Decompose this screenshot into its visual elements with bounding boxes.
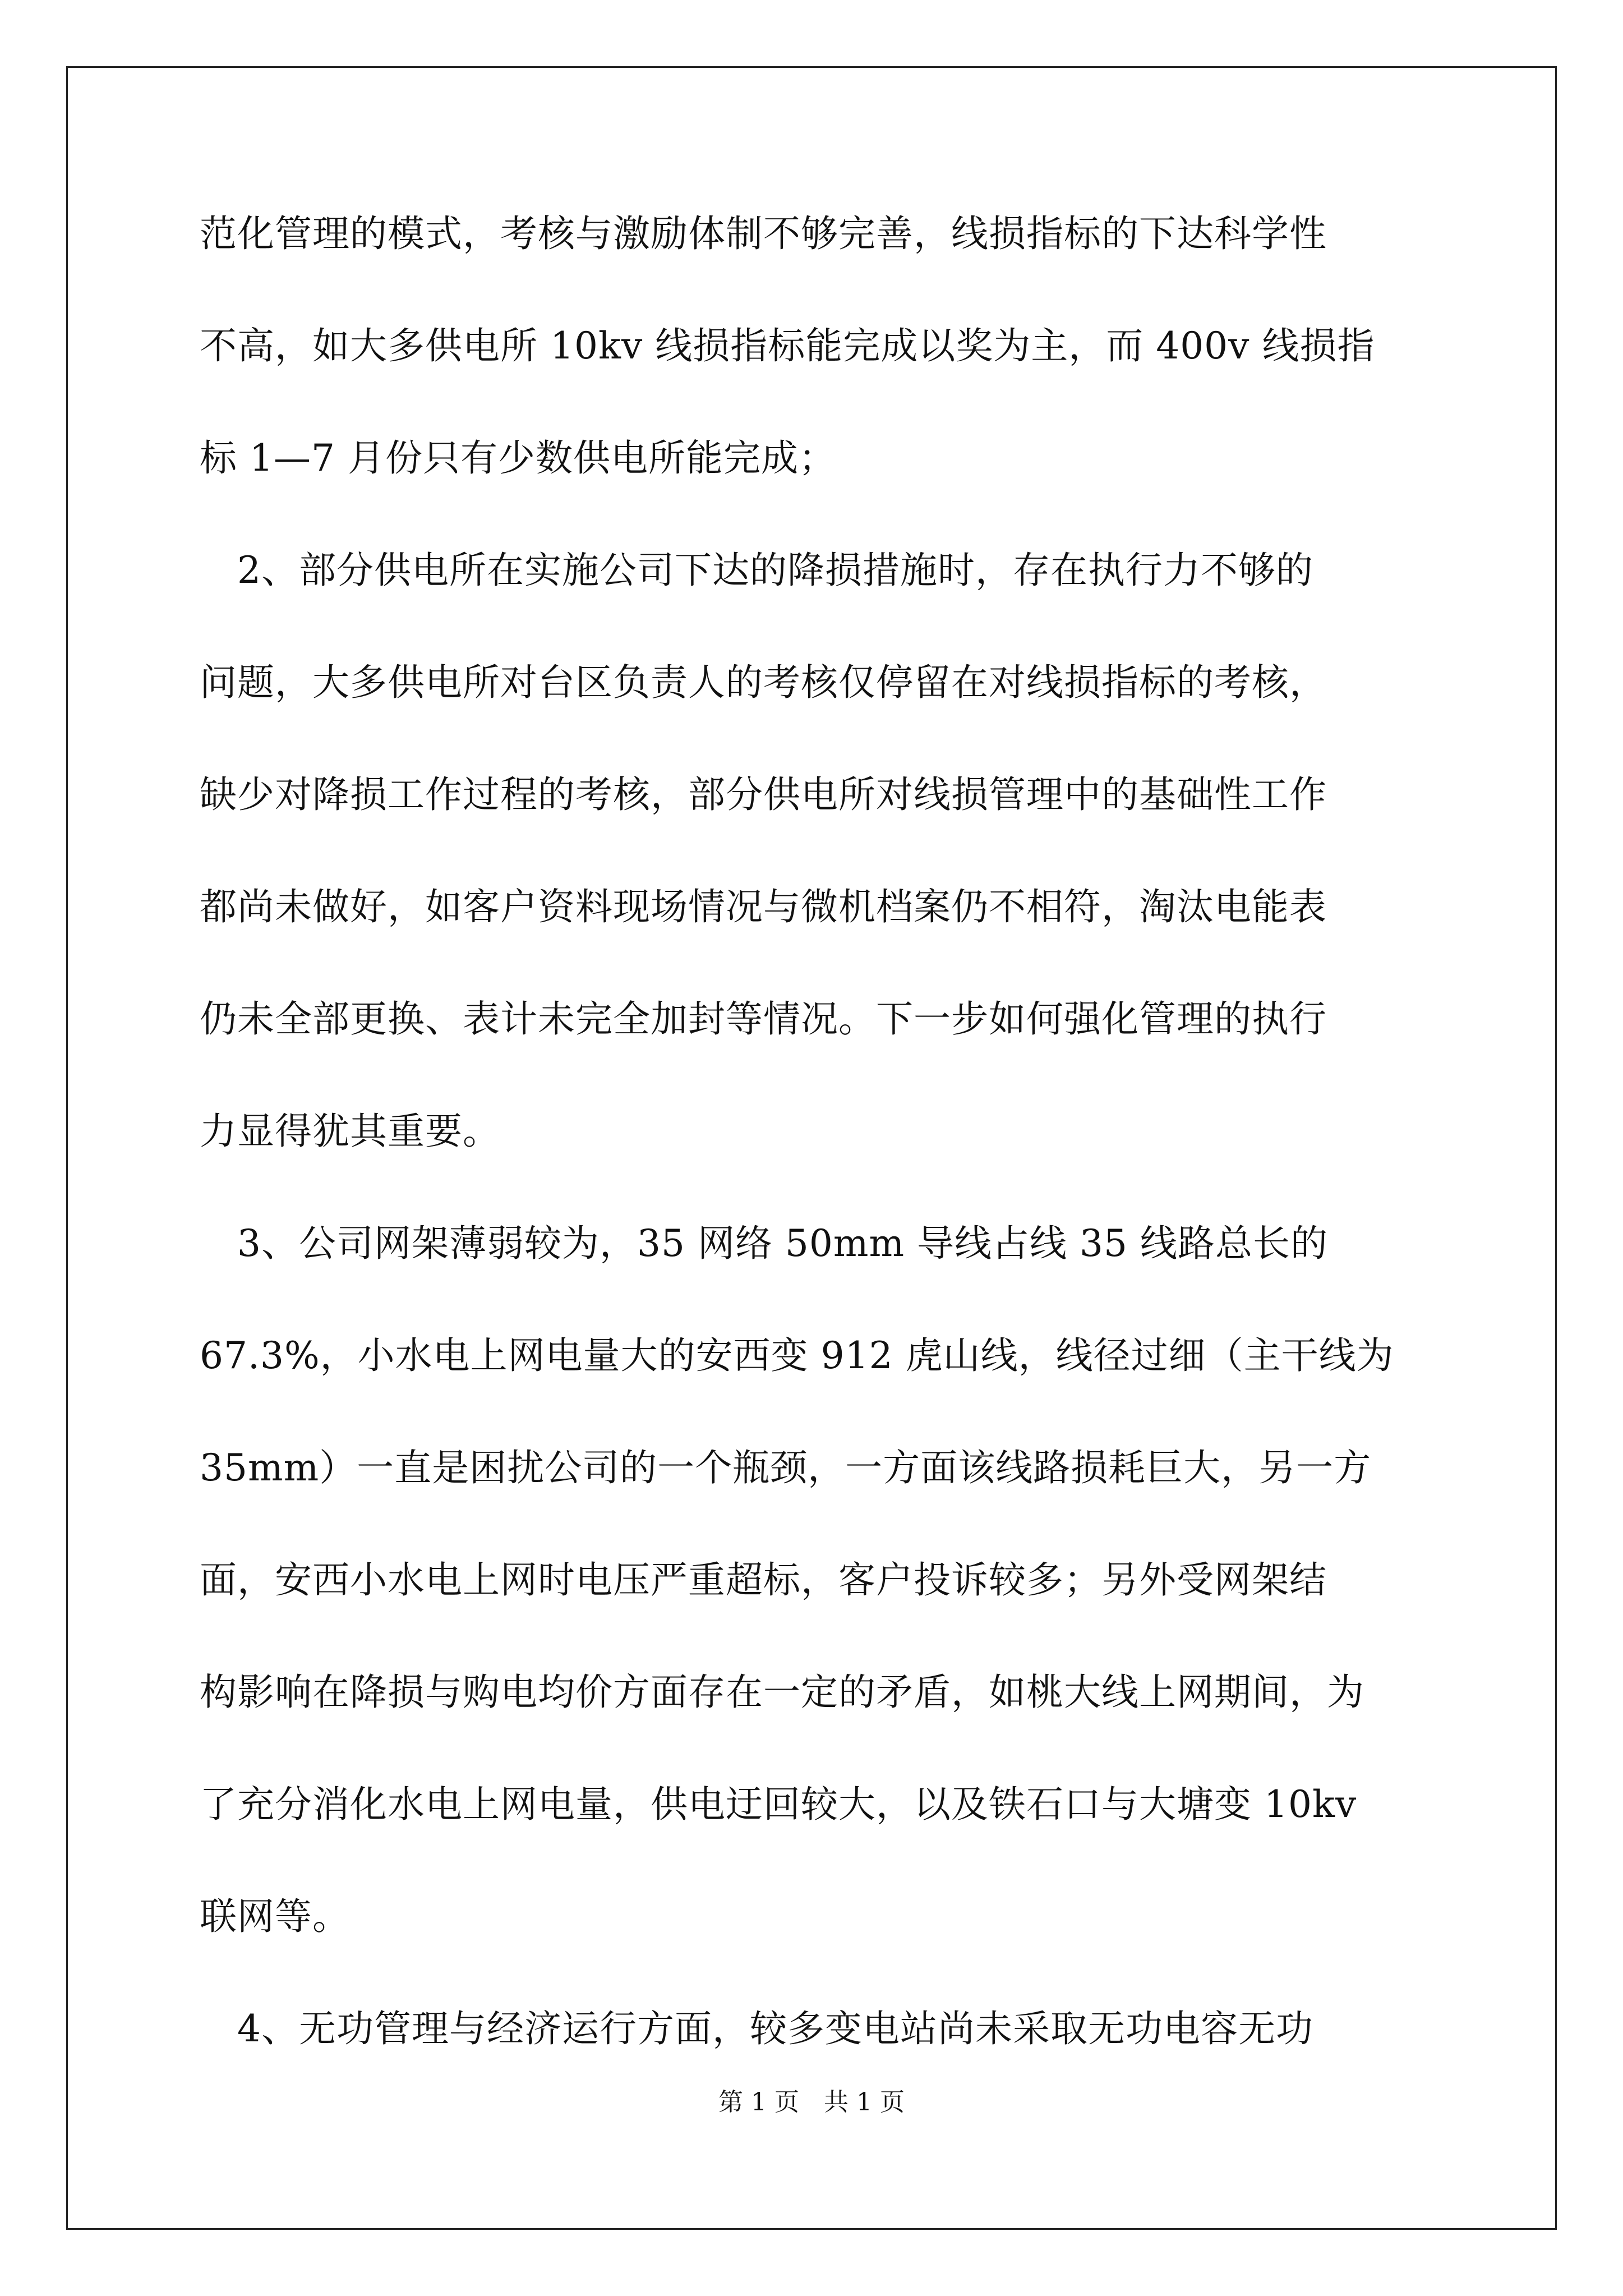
text-line: 4、无功管理与经济运行方面，较多变电站尚未采取无功电容无功: [200, 2007, 1313, 2050]
text-line: 3、公司网架薄弱较为，35 网络 50mm 导线占线 35 线路总长的: [200, 1222, 1329, 1265]
text-line: 构影响在降损与购电均价方面存在一定的矛盾，如桃大线上网期间，为: [200, 1671, 1364, 1714]
text-line: 范化管理的模式，考核与激励体制不够完善，线损指标的下达科学性: [200, 212, 1327, 255]
text-line: 了充分消化水电上网电量，供电迂回较大，以及铁石口与大塘变 10kv: [200, 1783, 1357, 1826]
text-line: 力显得犹其重要。: [200, 1110, 500, 1153]
text-line: 标 1—7 月份只有少数供电所能完成；: [200, 436, 836, 480]
text-line: 面，安西小水电上网时电压严重超标，客户投诉较多；另外受网架结: [200, 1558, 1327, 1602]
text-line: 2、部分供电所在实施公司下达的降损措施时，存在执行力不够的: [200, 549, 1313, 592]
text-line: 仍未全部更换、表计未完全加封等情况。下一步如何强化管理的执行: [200, 997, 1327, 1041]
text-line: 问题，大多供电所对台区负责人的考核仅停留在对线损指标的考核，: [200, 661, 1327, 704]
text-line: 缺少对降损工作过程的考核，部分供电所对线损管理中的基础性工作: [200, 773, 1327, 816]
text-line: 35mm）一直是困扰公司的一个瓶颈，一方面该线路损耗巨大，另一方: [200, 1446, 1372, 1489]
text-line: 都尚未做好，如客户资料现场情况与微机档案仍不相符，淘汰电能表: [200, 885, 1327, 928]
page-footer: 第 1 页 共 1 页: [718, 2088, 905, 2116]
text-line: 不高，如大多供电所 10kv 线损指标能完成以奖为主，而 400v 线损指: [200, 324, 1375, 367]
text-line: 67.3%，小水电上网电量大的安西变 912 虎山线，线径过细（主干线为: [200, 1334, 1394, 1377]
text-line: 联网等。: [200, 1895, 350, 1938]
